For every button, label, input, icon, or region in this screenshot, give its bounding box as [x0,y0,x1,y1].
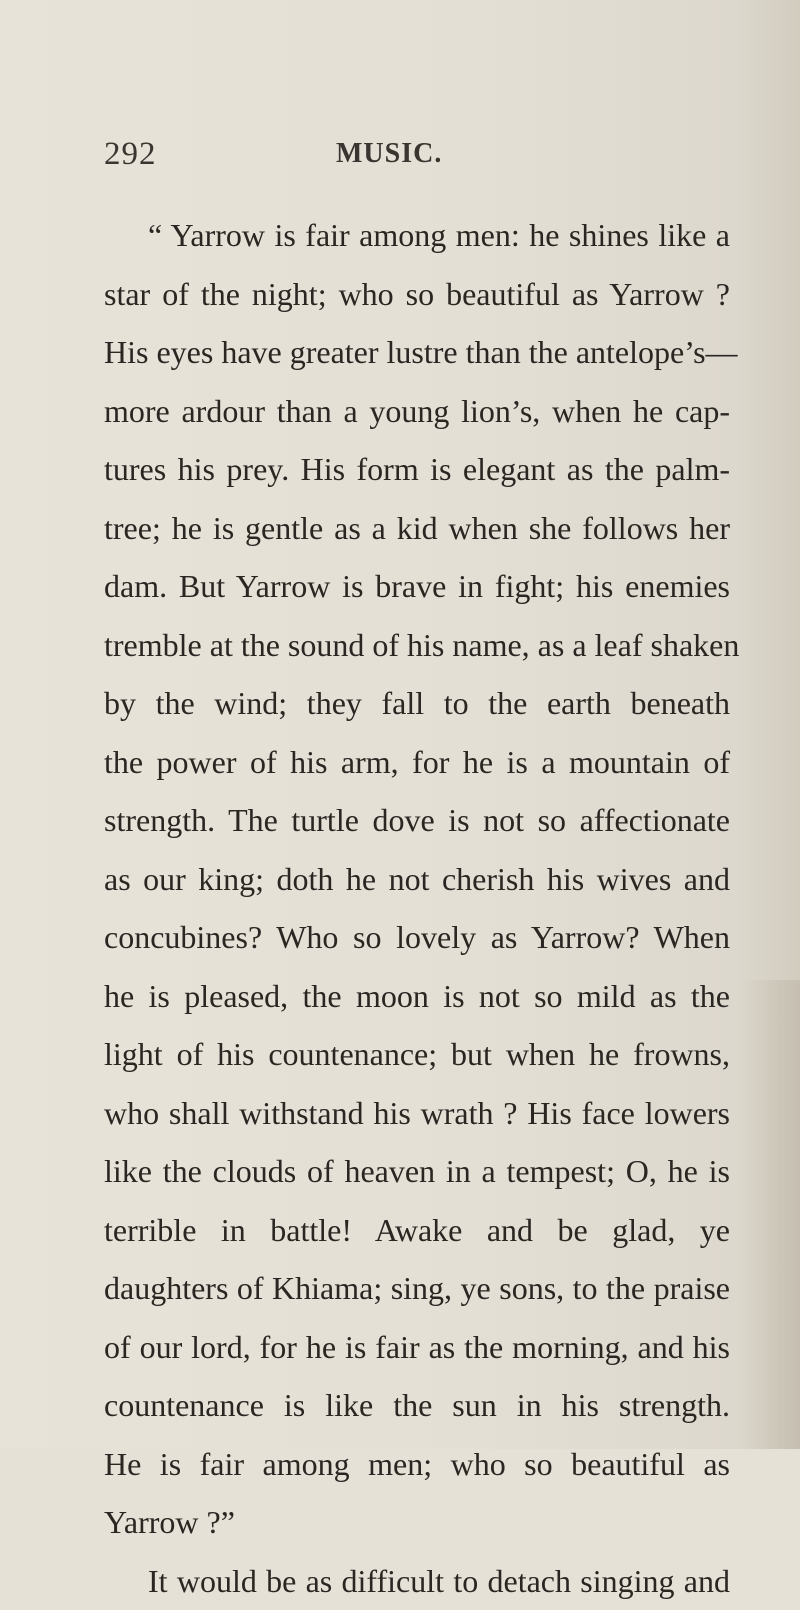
text-line: dam. But Yarrow is brave in fight; his enemies [104,557,730,616]
text-line: daughters of Khiama; sing, ye sons, to the praise [104,1259,730,1318]
text-line: Yarrow ?” [104,1493,730,1552]
text-line: “ Yarrow is fair among men: he shines like a [104,206,730,265]
text-line: tures his prey. His form is elegant as the palm- [104,440,730,499]
text-line: strength. The turtle dove is not so affectionate [104,791,730,850]
body-text [104,206,730,1610]
page-edge-shadow [740,980,800,1449]
text-line: countenance is like the sun in his strength. [104,1376,730,1435]
text-line: His eyes have greater lustre than the antelope’s— [104,323,730,382]
text-line: concubines? Who so lovely as Yarrow? When [104,908,730,967]
text-line: It would be as difficult to detach singing and [104,1552,730,1610]
text-line: light of his countenance; but when he frowns, [104,1025,730,1084]
text-line: the power of his arm, for he is a mountain of [104,733,730,792]
text-line: as our king; doth he not cherish his wives and [104,850,730,909]
text-line: He is fair among men; who so beautiful as [104,1435,730,1494]
text-line: who shall withstand his wrath ? His face lowers [104,1084,730,1143]
text-line: of our lord, for he is fair as the morning, and his [104,1318,730,1377]
page-number: 292 [104,136,157,173]
text-line: star of the night; who so beautiful as Yarrow ? [104,265,730,324]
text-line: like the clouds of heaven in a tempest; O, he is [104,1142,730,1201]
text-line: by the wind; they fall to the earth beneath [104,674,730,733]
text-line: tree; he is gentle as a kid when she follows her [104,499,730,558]
running-head: MUSIC. [336,138,442,170]
text-line: he is pleased, the moon is not so mild as the [104,967,730,1026]
text-line: terrible in battle! Awake and be glad, ye [104,1201,730,1260]
text-line: more ardour than a young lion’s, when he cap- [104,382,730,441]
text-line: tremble at the sound of his name, as a leaf shaken [104,616,730,675]
page-header [104,128,724,178]
